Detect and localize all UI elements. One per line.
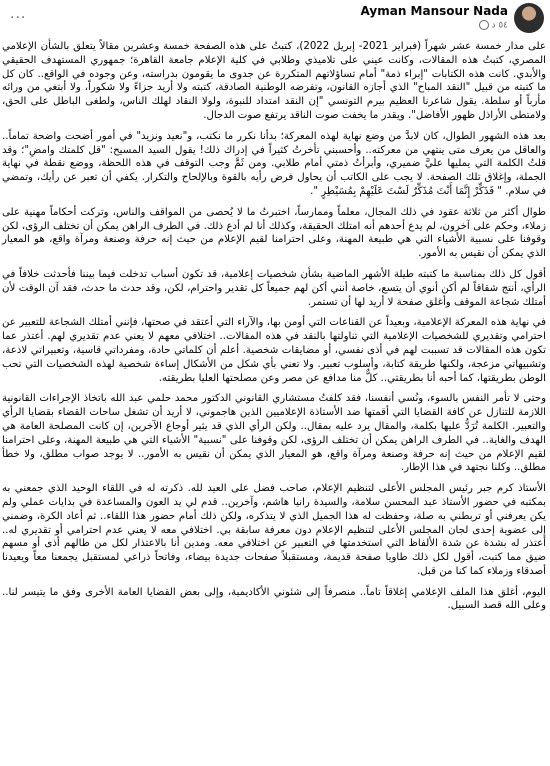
post-time[interactable]: ٥٤ د [491,20,508,31]
post-paragraph: وحتى لا تأمر النفس بالسوء، ونُسي أنفسنا، فقد كلفتُ مستشاري القانوني الدكتور محمد حلمي عبد الله باتخاذ الإجراءات القانونية اللازمة للتنازل عن كافة القضايا التي أقمتها ضد الأستاذة الإعلاميين الذين هاجموني، لا أريد أن تشغل ساحات القضاء بقضايا الرأي والتعبير. الكلمة تُرَدُّ عليها بكلمة، والمقال يرد عليه بمقال.. ولكن الرأي الذي قد يثير أوجاع الآخرين، إن كانت المصلحة العامة هي الهدف والغاية.. في الطرف الراهن يمكن أن تختلف الرؤى، لكن وقوفنا على "نسبية" الأشياء التي هي طبيعة المهنة، وعلى احترامنا لقيم الإعلام من حيث إنه حرفة وصنعة ومرآة واقع، هو المعيار الذي يمكن أن نقيس به الأمور.. لا يوجد صواب مطلق، ولا خطأ مطلق.. وكلنا نجتهد في هذا الإطار. [2,393,546,474]
post-paragraph: طوال أكثر من ثلاثة عقود في ذلك المجال، معلماً وممارساً، اختبرتُ ما لا يُحصى من المواقف والناس، وتركت أحكاماً مهنية على زملاء، وحكم على آخرون، لم يدع أحدهم أنه امتلك الحقيقة، وكذلك أنا لم أدع ذلك. في الطرف الراهن يمكن أن تختلف الرؤى، لكن وقوفنا على نسبية الأشياء التي هي طبيعة المهنة، وعلى احترامنا لقيم الإعلام من حيث إنه حرفة وصنعة ومرآة واقع، هو المعيار الذي يمكن أن نقيس به الأمور. [2,206,546,260]
post-paragraph: بعد هذه الشهور الطوال، كان لابدَّ من وضع نهاية لهذه المعركة؛ بدأنا نكرر ما نكتب، و"نعيد ونزيد" في أمور أضحت واضحة تماماً.. والعاقل من يعرف متى ينتهي من معركته.. وأحسبني تأخرتُ كثيراً في إدراك ذلك! يقول السيد المسيح: "قل كلمتك وامضِ"؛ وقد قلتُ الكلمة التي يمليها عليَّ ضميري، وأبرأتُ ذمتي أمام طلابي. ومن ثَمَّ وجب التوقف في هذه اللحظة، ووضع نقطة في نهاية الجملة، وإغلاق تلك الصفحة. لا يجب على الكاتب أن يحاول فرض رأيه بالقوة وبالإلحاح والتكرار. يكفي أن تعبر عن رأيك، وتمضي في سلام. " فَذَكِّرْ إِنَّمَا أَنْتَ مُذَكِّرٌ لَسْتَ عَلَيْهِمْ بِمُسَيْطِرٍ ". [2,130,546,197]
post-header [0,0,550,40]
avatar[interactable] [514,3,544,33]
post-meta [476,20,508,31]
more-options-icon[interactable]: ··· [10,10,27,26]
author-name[interactable]: Ayman Mansour Nada [360,4,508,18]
post-paragraph: اليوم، أغلق هذا الملف الإعلامي إغلاقاً تاماً.. منصرفاً إلى شئوني الأكاديمية، وإلى بعض القضايا العامة الأخرى وفق ما يتيسر لنا.. وعلى الله قصد السبيل. [2,586,546,612]
globe-icon [479,20,489,30]
post-paragraph: أقول كل ذلك بمناسبة ما كتبته طيلة الأشهر الماضية بشأن شخصيات إعلامية، قد تكون أسباب تدخلت فيما بيننا فأحدثت خلافاً في الرأي، أنتج شقاقاً لم أكن أنوي أن يتسع، خاصة أنني أكن لهم جميعاً كل تقدير واحترام، لكن، وقد حدث ما حدث، فقد آن الوقت لأن أمتلك شجاعة الموقف وأغلق صفحة لا أريد لها أن تستمر. [2,268,546,308]
post-paragraph: الأستاذ كرم جبر رئيس المجلس الأعلى لتنظيم الإعلام، صاحب فضل على العيد لله. ذكرته له في اللقاء الوحيد الذي جمعني به بمكتبه في حضور الأستاذ عبد المحسن سلامة، والسيدة رانيا هاشم، وآخرين.. قدم لي يد العون والمساعدة في بدايات عملي ولم يكن يعرفني أو تربطني به صلة، وحفظت له هذا الجميل الذي لا يتذكره، ولكن ذلك أمام حضور هذا اللقاء.. ثم أعاد الكرة، وضمني إلى عضوية إحدى لجان المجلس الأعلى لتنظيم الإعلام دون معرفة سابقة بي. اختلافي معه لا يعني عدم احترامي أو تقديري له.. أعتذر له بشدة عن شدة الألفاظ التي استخدمتها في التعبير عن اختلافي معه. ومدين أنا بالاعتذار لكل من طالهم أذى أو مسهم ضيق مما كتبت، أقول لكل ذلك طاويا صفحة قديمة، ومستقبلاً صفحات جديدة بيضاء، وفاتحاً ذراعي لمستقبل يجمعنا معاً ويعيدنا أصدقاء وزملاء كما كنا من قبل. [2,483,546,577]
post-body [0,40,550,613]
post-paragraph: في نهاية هذه المعركة الإعلامية، وبعيداً عن القناعات التي أومن بها، والآراء التي أعتقد في صحتها، فإنني أمتلك الشجاعة للتعبير عن احترامي وتقديري للشخصيات الإعلامية التي تناولتها بالنقد في هذه المقالات.. اختلافي معهم لا يعني عدم تقديري لهم. أعتذر عما تكون هذه المقالات قد تسببت لهم في أذى نفسي، أو مضايقات شخصية. أعلم أن كلماتي حادة، ومفرداتي قاسية، وتعبيراتي لاذعة، وتشبيهاتي مزعجة، ولكنها طريقة كتابة، وأسلوب تعبير. ولا تعني بأي شكل من الأشكال إساءة شخصية لهذه الشخصيات التي تحب الوطن بطريقتها، كما أحبه أنا بطريقتي.. كلٌّ منا مدافع عن مصر وعن مصلحتها العليا بطريقته. [2,317,546,384]
post-paragraph: على مدار خمسة عشر شهراً (فبراير 2021- إبريل 2022)، كتبتُ على هذه الصفحة خمسة وعشرين مقالاً يتعلق بالشأن الإعلامي المصري، كتبتُ هذه المقالات، وكانت عيني على تلاميذي وطلابي في كلية الإعلام جامعة القاهرة؛ جمهوري المستهدف الحقيقي والأبدي. كانت هذه الكتابات "إبراء ذمة" أمام تساؤلاتهم المتكررة عن جدوى ما يقومون بدراسته، وعن وجوده في الواقع.. كان كل ما كتبته من قبيل "النقد المباح" الذي أجازه القانون، وتفرضه الوطنية الصادقة، كتبته ولا أريد جزاءً ولا شكوراً، ولا أبتغي من ورائه مأرباً أو سلطة. يقول شاعرنا العظيم بيرم التونسي "إن النقد امتداد للنبوة، ولولا النقاد لهلك الناس، ولطغى الباطل على الحق، ولامتطى الأراذل ظهور الأفاضل". ويقدر ما يخفت صوت الناقد يرتفع صوت الدجال. [2,41,546,121]
